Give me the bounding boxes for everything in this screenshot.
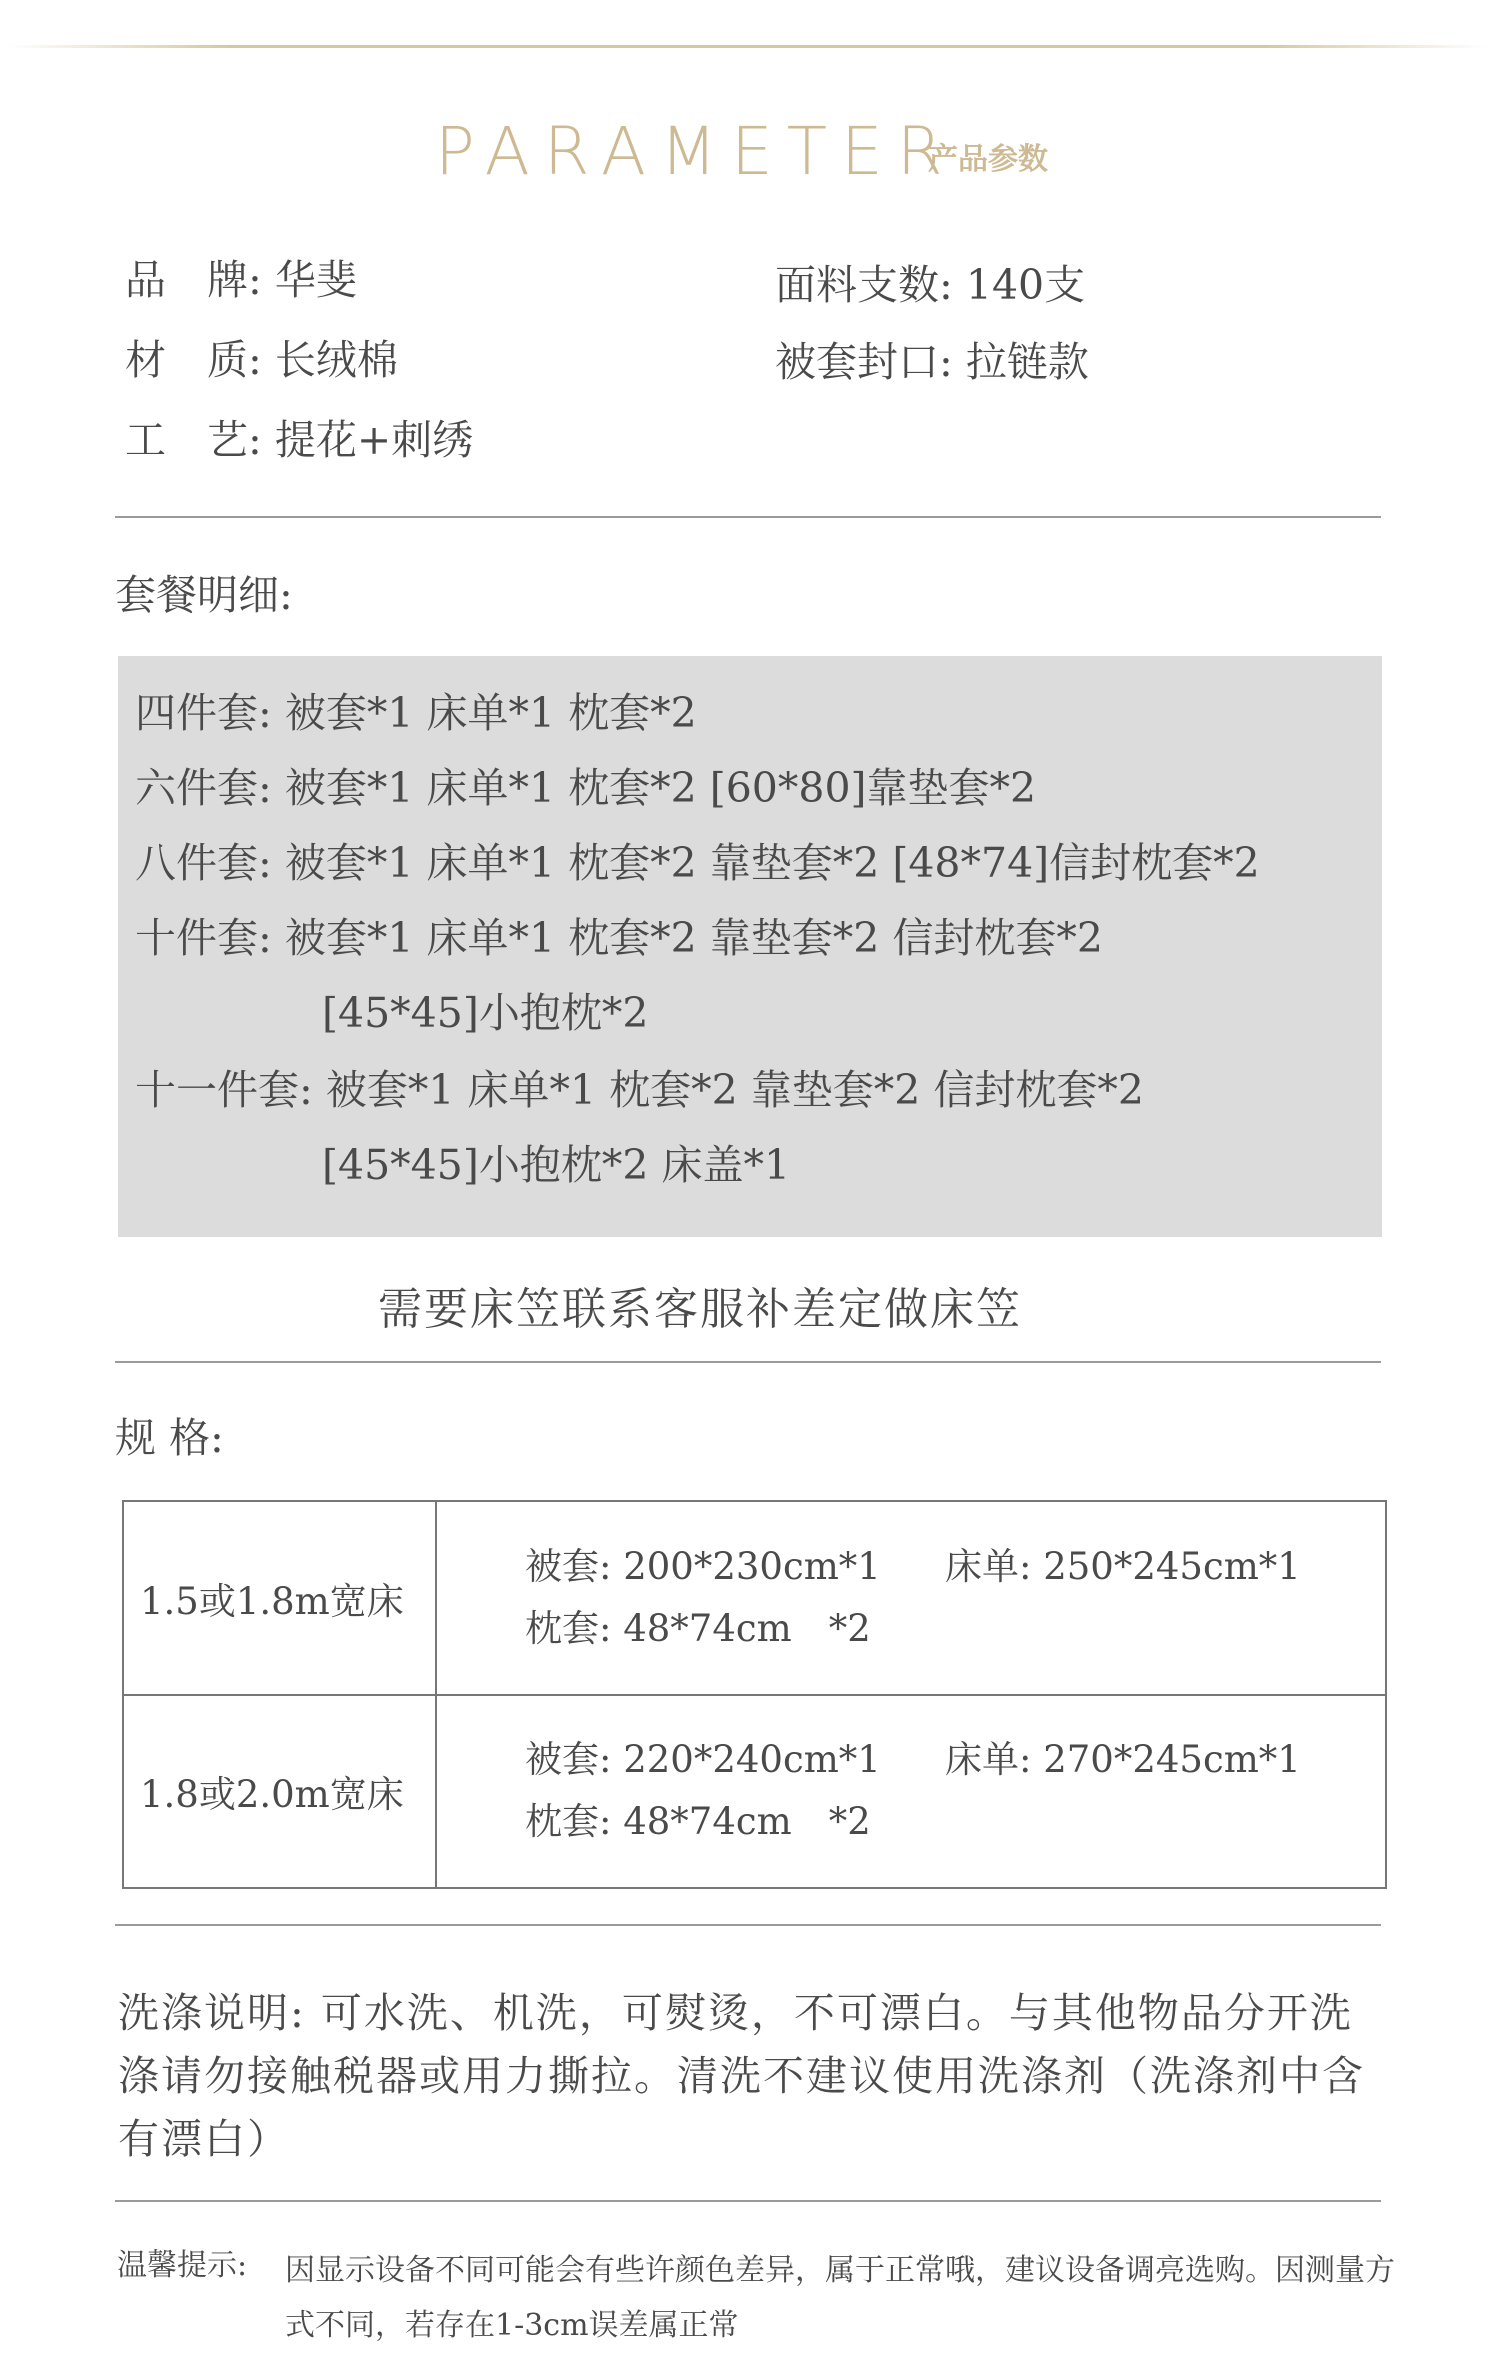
spec-size: 1.8或2.0m宽床 xyxy=(123,1695,436,1889)
param-value: 提花+刺绣 xyxy=(274,416,474,464)
tip-text: 因显示设备不同可能会有些许颜色差异，属于正常哦，建议设备调亮选购。因测量方式不同，若存在1-3cm误差属正常 xyxy=(285,2253,1395,2343)
package-line: 四件套: 被套*1 床单*1 枕套*2 xyxy=(135,689,697,737)
spec-pillow: 枕套: 48*74cm *2 xyxy=(525,1800,871,1844)
wash-instructions: 洗涤说明: 可水洗、机洗，可熨烫，不可漂白。与其他物品分开洗涤请勿接触税器或用力撕拉。清洗不建议使用洗涤剂（洗涤剂中含有漂白） xyxy=(118,1989,1365,2163)
page-subtitle: 产品参数 xyxy=(928,142,1048,177)
spec-table xyxy=(122,1500,1387,1889)
spec-pillow: 枕套: 48*74cm *2 xyxy=(525,1606,871,1650)
package-heading: 套餐明细: xyxy=(115,571,293,619)
param-value: 长绒棉 xyxy=(274,336,398,384)
package-line: [45*45]小抱枕*2 床盖*1 xyxy=(322,1141,791,1189)
table-row xyxy=(123,1695,1386,1889)
spec-sheet: 床单: 270*245cm*1 xyxy=(945,1738,1301,1782)
param-material xyxy=(125,330,398,390)
param-value: 140支 xyxy=(965,261,1086,309)
param-value: 华斐 xyxy=(274,256,357,304)
package-line: [45*45]小抱枕*2 xyxy=(322,989,649,1037)
spec-heading: 规 格: xyxy=(115,1414,224,1462)
spec-detail xyxy=(436,1695,1386,1889)
fitted-sheet-note: 需要床笠联系客服补差定做床笠 xyxy=(378,1284,1022,1335)
spec-detail xyxy=(436,1501,1386,1695)
package-line: 十件套: 被套*1 床单*1 枕套*2 靠垫套*2 信封枕套*2 xyxy=(135,914,1103,962)
divider xyxy=(115,1361,1381,1363)
spec-size: 1.5或1.8m宽床 xyxy=(123,1501,436,1695)
page-title: PARAMETER xyxy=(435,113,957,190)
tip-label: 温馨提示: xyxy=(117,2248,248,2283)
param-label: 工 艺: xyxy=(125,416,262,464)
divider xyxy=(115,1924,1381,1926)
param-brand xyxy=(125,250,357,310)
package-line: 十一件套: 被套*1 床单*1 枕套*2 靠垫套*2 信封枕套*2 xyxy=(135,1066,1144,1114)
table-row xyxy=(123,1501,1386,1695)
package-line: 八件套: 被套*1 床单*1 枕套*2 靠垫套*2 [48*74]信封枕套*2 xyxy=(135,839,1260,887)
divider xyxy=(115,516,1381,518)
param-label: 品 牌: xyxy=(125,256,262,304)
param-label: 面料支数: xyxy=(775,261,953,309)
top-divider xyxy=(7,45,1487,48)
spec-duvet: 被套: 220*240cm*1 xyxy=(525,1738,881,1782)
param-label: 被套封口: xyxy=(775,338,953,386)
param-craft xyxy=(125,410,473,470)
param-label: 材 质: xyxy=(125,336,262,384)
package-line: 六件套: 被套*1 床单*1 枕套*2 [60*80]靠垫套*2 xyxy=(135,764,1037,812)
param-closure xyxy=(775,332,1089,392)
spec-duvet: 被套: 200*230cm*1 xyxy=(525,1544,881,1588)
divider xyxy=(115,2200,1381,2202)
param-thread-count xyxy=(775,255,1085,315)
param-value: 拉链款 xyxy=(965,338,1089,386)
spec-sheet: 床单: 250*245cm*1 xyxy=(945,1544,1301,1588)
